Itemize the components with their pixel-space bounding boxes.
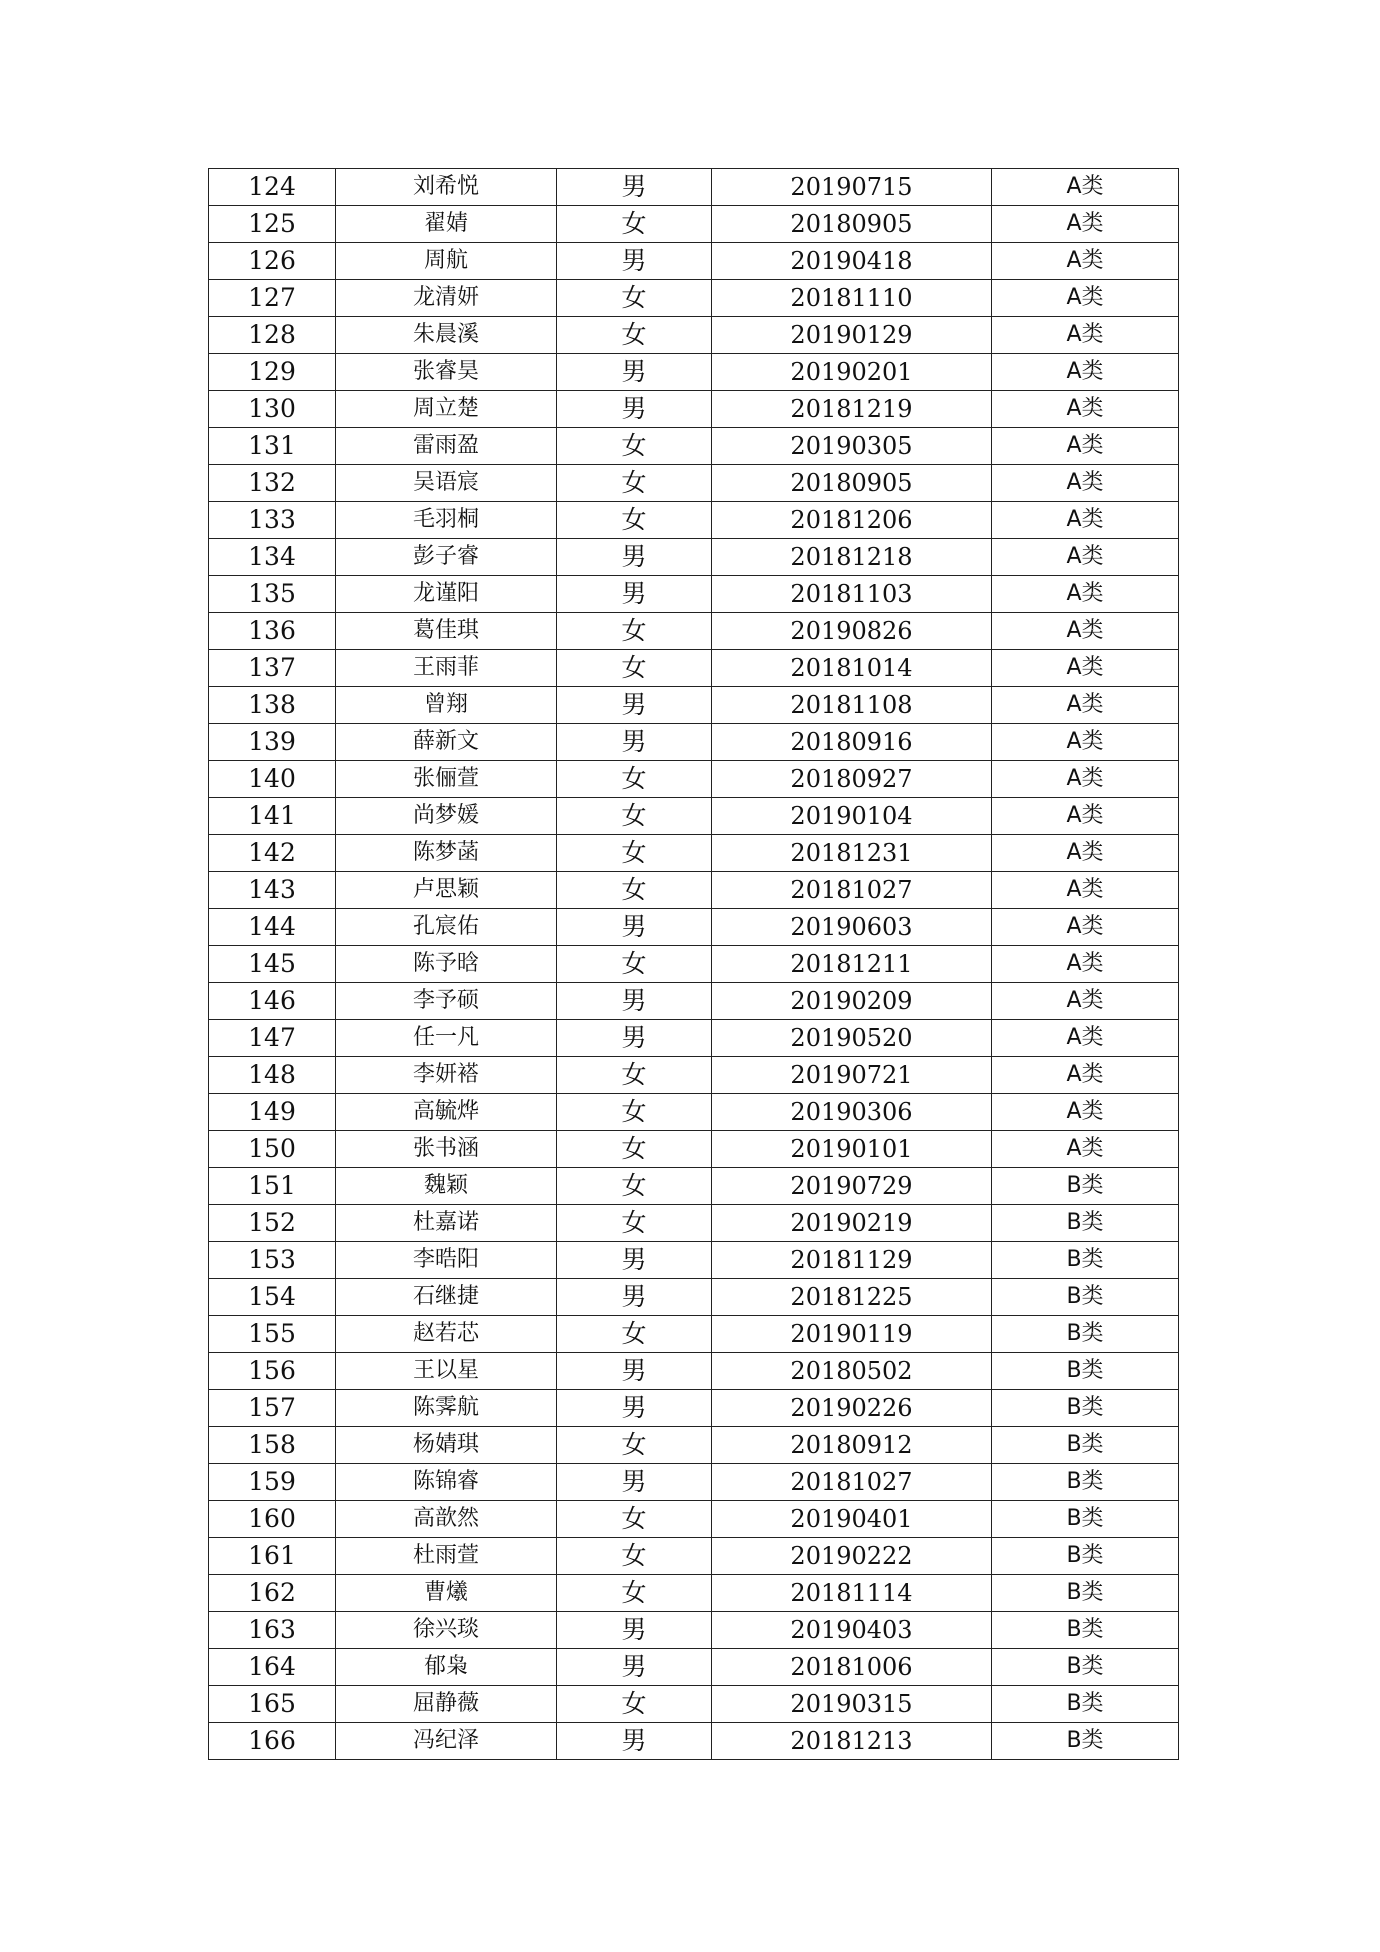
student-name-cell: 张书涵: [336, 1131, 557, 1168]
birth-date-cell: 20181027: [712, 872, 992, 909]
student-name-cell: 周立楚: [336, 391, 557, 428]
table-row: [209, 280, 1179, 317]
roster-table: [208, 168, 1179, 1760]
birth-date-cell: 20190101: [712, 1131, 992, 1168]
table-row: [209, 687, 1179, 724]
gender-cell: 女: [557, 317, 712, 354]
student-name-cell: 曾翔: [336, 687, 557, 724]
gender-cell: 女: [557, 1057, 712, 1094]
table-row: [209, 1242, 1179, 1279]
table-row: [209, 724, 1179, 761]
student-name-cell: 龙谨阳: [336, 576, 557, 613]
gender-cell: 女: [557, 1501, 712, 1538]
row-number-cell: 165: [209, 1686, 336, 1723]
category-cell: B类: [992, 1242, 1179, 1279]
gender-cell: 女: [557, 1094, 712, 1131]
category-cell: A类: [992, 428, 1179, 465]
gender-cell: 女: [557, 428, 712, 465]
student-name-cell: 李予硕: [336, 983, 557, 1020]
gender-cell: 女: [557, 1131, 712, 1168]
table-row: [209, 798, 1179, 835]
student-name-cell: 杜雨萱: [336, 1538, 557, 1575]
table-row: [209, 1279, 1179, 1316]
gender-cell: 男: [557, 1464, 712, 1501]
row-number-cell: 144: [209, 909, 336, 946]
student-name-cell: 毛羽桐: [336, 502, 557, 539]
student-name-cell: 陈梦菡: [336, 835, 557, 872]
gender-cell: 女: [557, 835, 712, 872]
category-cell: B类: [992, 1501, 1179, 1538]
student-name-cell: 葛佳琪: [336, 613, 557, 650]
gender-cell: 女: [557, 1316, 712, 1353]
birth-date-cell: 20180927: [712, 761, 992, 798]
birth-date-cell: 20181231: [712, 835, 992, 872]
category-cell: B类: [992, 1612, 1179, 1649]
category-cell: A类: [992, 465, 1179, 502]
table-row: [209, 1723, 1179, 1760]
student-name-cell: 薛新文: [336, 724, 557, 761]
row-number-cell: 151: [209, 1168, 336, 1205]
birth-date-cell: 20181114: [712, 1575, 992, 1612]
table-row: [209, 1205, 1179, 1242]
category-cell: A类: [992, 724, 1179, 761]
table-row: [209, 983, 1179, 1020]
gender-cell: 女: [557, 613, 712, 650]
row-number-cell: 130: [209, 391, 336, 428]
table-row: [209, 317, 1179, 354]
table-row: [209, 576, 1179, 613]
category-cell: A类: [992, 983, 1179, 1020]
birth-date-cell: 20190222: [712, 1538, 992, 1575]
student-name-cell: 李妍褡: [336, 1057, 557, 1094]
row-number-cell: 147: [209, 1020, 336, 1057]
row-number-cell: 146: [209, 983, 336, 1020]
table-row: [209, 206, 1179, 243]
row-number-cell: 143: [209, 872, 336, 909]
row-number-cell: 125: [209, 206, 336, 243]
row-number-cell: 138: [209, 687, 336, 724]
gender-cell: 男: [557, 169, 712, 206]
row-number-cell: 163: [209, 1612, 336, 1649]
row-number-cell: 140: [209, 761, 336, 798]
student-name-cell: 雷雨盈: [336, 428, 557, 465]
row-number-cell: 141: [209, 798, 336, 835]
row-number-cell: 161: [209, 1538, 336, 1575]
student-name-cell: 杜嘉诺: [336, 1205, 557, 1242]
birth-date-cell: 20181219: [712, 391, 992, 428]
student-name-cell: 石继捷: [336, 1279, 557, 1316]
category-cell: A类: [992, 354, 1179, 391]
student-name-cell: 吴语宸: [336, 465, 557, 502]
category-cell: B类: [992, 1353, 1179, 1390]
birth-date-cell: 20180905: [712, 465, 992, 502]
table-row: [209, 909, 1179, 946]
gender-cell: 男: [557, 1723, 712, 1760]
row-number-cell: 124: [209, 169, 336, 206]
row-number-cell: 166: [209, 1723, 336, 1760]
student-name-cell: 孔宸佑: [336, 909, 557, 946]
table-row: [209, 1316, 1179, 1353]
student-name-cell: 郁枭: [336, 1649, 557, 1686]
row-number-cell: 133: [209, 502, 336, 539]
gender-cell: 男: [557, 1649, 712, 1686]
birth-date-cell: 20181108: [712, 687, 992, 724]
table-row: [209, 465, 1179, 502]
student-name-cell: 李晧阳: [336, 1242, 557, 1279]
category-cell: A类: [992, 687, 1179, 724]
table-row: [209, 354, 1179, 391]
category-cell: A类: [992, 909, 1179, 946]
birth-date-cell: 20190715: [712, 169, 992, 206]
birth-date-cell: 20190209: [712, 983, 992, 1020]
gender-cell: 男: [557, 1612, 712, 1649]
row-number-cell: 135: [209, 576, 336, 613]
row-number-cell: 160: [209, 1501, 336, 1538]
student-name-cell: 曹爔: [336, 1575, 557, 1612]
birth-date-cell: 20181014: [712, 650, 992, 687]
row-number-cell: 132: [209, 465, 336, 502]
student-name-cell: 尚梦媛: [336, 798, 557, 835]
row-number-cell: 159: [209, 1464, 336, 1501]
birth-date-cell: 20190721: [712, 1057, 992, 1094]
category-cell: A类: [992, 613, 1179, 650]
category-cell: A类: [992, 1131, 1179, 1168]
category-cell: A类: [992, 650, 1179, 687]
student-name-cell: 龙清妍: [336, 280, 557, 317]
student-name-cell: 卢思颖: [336, 872, 557, 909]
row-number-cell: 126: [209, 243, 336, 280]
student-name-cell: 张俪萱: [336, 761, 557, 798]
table-row: [209, 1538, 1179, 1575]
student-name-cell: 高歆然: [336, 1501, 557, 1538]
category-cell: A类: [992, 576, 1179, 613]
table-row: [209, 1390, 1179, 1427]
birth-date-cell: 20190129: [712, 317, 992, 354]
birth-date-cell: 20190603: [712, 909, 992, 946]
table-row: [209, 613, 1179, 650]
gender-cell: 女: [557, 761, 712, 798]
row-number-cell: 136: [209, 613, 336, 650]
student-name-cell: 杨婧琪: [336, 1427, 557, 1464]
row-number-cell: 156: [209, 1353, 336, 1390]
gender-cell: 女: [557, 798, 712, 835]
category-cell: B类: [992, 1168, 1179, 1205]
row-number-cell: 148: [209, 1057, 336, 1094]
gender-cell: 女: [557, 1575, 712, 1612]
table-row: [209, 761, 1179, 798]
roster-table-body: [209, 169, 1179, 1760]
row-number-cell: 142: [209, 835, 336, 872]
row-number-cell: 128: [209, 317, 336, 354]
birth-date-cell: 20190520: [712, 1020, 992, 1057]
gender-cell: 男: [557, 391, 712, 428]
student-name-cell: 王以星: [336, 1353, 557, 1390]
gender-cell: 女: [557, 502, 712, 539]
table-row: [209, 539, 1179, 576]
gender-cell: 女: [557, 1205, 712, 1242]
gender-cell: 男: [557, 724, 712, 761]
category-cell: B类: [992, 1279, 1179, 1316]
row-number-cell: 158: [209, 1427, 336, 1464]
gender-cell: 女: [557, 1427, 712, 1464]
birth-date-cell: 20181027: [712, 1464, 992, 1501]
gender-cell: 女: [557, 650, 712, 687]
table-row: [209, 1686, 1179, 1723]
birth-date-cell: 20181213: [712, 1723, 992, 1760]
row-number-cell: 129: [209, 354, 336, 391]
student-name-cell: 陈锦睿: [336, 1464, 557, 1501]
gender-cell: 女: [557, 280, 712, 317]
table-row: [209, 391, 1179, 428]
category-cell: A类: [992, 761, 1179, 798]
gender-cell: 女: [557, 1538, 712, 1575]
row-number-cell: 139: [209, 724, 336, 761]
gender-cell: 女: [557, 1686, 712, 1723]
gender-cell: 男: [557, 909, 712, 946]
category-cell: B类: [992, 1427, 1179, 1464]
table-row: [209, 1575, 1179, 1612]
category-cell: A类: [992, 1057, 1179, 1094]
student-name-cell: 刘希悦: [336, 169, 557, 206]
student-name-cell: 陈予晗: [336, 946, 557, 983]
row-number-cell: 134: [209, 539, 336, 576]
birth-date-cell: 20181110: [712, 280, 992, 317]
category-cell: A类: [992, 317, 1179, 354]
row-number-cell: 153: [209, 1242, 336, 1279]
birth-date-cell: 20180502: [712, 1353, 992, 1390]
birth-date-cell: 20190119: [712, 1316, 992, 1353]
student-name-cell: 翟婧: [336, 206, 557, 243]
table-row: [209, 1168, 1179, 1205]
table-row: [209, 872, 1179, 909]
gender-cell: 女: [557, 465, 712, 502]
category-cell: B类: [992, 1649, 1179, 1686]
birth-date-cell: 20190403: [712, 1612, 992, 1649]
table-row: [209, 1057, 1179, 1094]
gender-cell: 男: [557, 1279, 712, 1316]
table-row: [209, 1427, 1179, 1464]
gender-cell: 男: [557, 243, 712, 280]
category-cell: B类: [992, 1205, 1179, 1242]
table-row: [209, 1649, 1179, 1686]
category-cell: A类: [992, 539, 1179, 576]
student-name-cell: 周航: [336, 243, 557, 280]
table-row: [209, 650, 1179, 687]
gender-cell: 女: [557, 872, 712, 909]
student-name-cell: 任一凡: [336, 1020, 557, 1057]
category-cell: A类: [992, 280, 1179, 317]
birth-date-cell: 20181103: [712, 576, 992, 613]
category-cell: A类: [992, 946, 1179, 983]
category-cell: A类: [992, 243, 1179, 280]
birth-date-cell: 20190418: [712, 243, 992, 280]
category-cell: A类: [992, 835, 1179, 872]
table-row: [209, 1353, 1179, 1390]
student-name-cell: 高毓烨: [336, 1094, 557, 1131]
category-cell: A类: [992, 502, 1179, 539]
gender-cell: 男: [557, 354, 712, 391]
table-row: [209, 1094, 1179, 1131]
table-row: [209, 243, 1179, 280]
row-number-cell: 155: [209, 1316, 336, 1353]
gender-cell: 男: [557, 983, 712, 1020]
birth-date-cell: 20181206: [712, 502, 992, 539]
student-name-cell: 冯纪泽: [336, 1723, 557, 1760]
student-name-cell: 张睿昊: [336, 354, 557, 391]
student-name-cell: 徐兴琰: [336, 1612, 557, 1649]
gender-cell: 男: [557, 1353, 712, 1390]
row-number-cell: 137: [209, 650, 336, 687]
table-row: [209, 946, 1179, 983]
category-cell: B类: [992, 1686, 1179, 1723]
birth-date-cell: 20190826: [712, 613, 992, 650]
table-row: [209, 169, 1179, 206]
table-row: [209, 1464, 1179, 1501]
table-row: [209, 1612, 1179, 1649]
row-number-cell: 150: [209, 1131, 336, 1168]
row-number-cell: 149: [209, 1094, 336, 1131]
gender-cell: 男: [557, 687, 712, 724]
student-name-cell: 赵若芯: [336, 1316, 557, 1353]
row-number-cell: 127: [209, 280, 336, 317]
gender-cell: 女: [557, 946, 712, 983]
gender-cell: 女: [557, 206, 712, 243]
row-number-cell: 162: [209, 1575, 336, 1612]
birth-date-cell: 20181006: [712, 1649, 992, 1686]
table-row: [209, 1501, 1179, 1538]
student-name-cell: 魏颖: [336, 1168, 557, 1205]
table-row: [209, 1131, 1179, 1168]
table-row: [209, 502, 1179, 539]
birth-date-cell: 20190219: [712, 1205, 992, 1242]
birth-date-cell: 20181218: [712, 539, 992, 576]
row-number-cell: 154: [209, 1279, 336, 1316]
category-cell: A类: [992, 206, 1179, 243]
birth-date-cell: 20190226: [712, 1390, 992, 1427]
row-number-cell: 145: [209, 946, 336, 983]
birth-date-cell: 20190104: [712, 798, 992, 835]
category-cell: A类: [992, 1020, 1179, 1057]
table-row: [209, 1020, 1179, 1057]
category-cell: A类: [992, 169, 1179, 206]
birth-date-cell: 20190315: [712, 1686, 992, 1723]
row-number-cell: 164: [209, 1649, 336, 1686]
student-name-cell: 王雨菲: [336, 650, 557, 687]
category-cell: A类: [992, 1094, 1179, 1131]
category-cell: A类: [992, 872, 1179, 909]
gender-cell: 男: [557, 1242, 712, 1279]
category-cell: B类: [992, 1390, 1179, 1427]
category-cell: B类: [992, 1316, 1179, 1353]
category-cell: A类: [992, 798, 1179, 835]
table-row: [209, 428, 1179, 465]
student-name-cell: 彭子睿: [336, 539, 557, 576]
category-cell: B类: [992, 1575, 1179, 1612]
birth-date-cell: 20180912: [712, 1427, 992, 1464]
birth-date-cell: 20181225: [712, 1279, 992, 1316]
category-cell: B类: [992, 1538, 1179, 1575]
birth-date-cell: 20181211: [712, 946, 992, 983]
birth-date-cell: 20190401: [712, 1501, 992, 1538]
student-name-cell: 陈霁航: [336, 1390, 557, 1427]
gender-cell: 男: [557, 576, 712, 613]
birth-date-cell: 20190305: [712, 428, 992, 465]
student-name-cell: 屈静薇: [336, 1686, 557, 1723]
gender-cell: 女: [557, 1168, 712, 1205]
birth-date-cell: 20190306: [712, 1094, 992, 1131]
row-number-cell: 131: [209, 428, 336, 465]
gender-cell: 男: [557, 1020, 712, 1057]
gender-cell: 男: [557, 539, 712, 576]
table-row: [209, 835, 1179, 872]
birth-date-cell: 20181129: [712, 1242, 992, 1279]
birth-date-cell: 20190729: [712, 1168, 992, 1205]
row-number-cell: 152: [209, 1205, 336, 1242]
student-name-cell: 朱晨溪: [336, 317, 557, 354]
birth-date-cell: 20180916: [712, 724, 992, 761]
category-cell: B类: [992, 1464, 1179, 1501]
category-cell: A类: [992, 391, 1179, 428]
category-cell: B类: [992, 1723, 1179, 1760]
birth-date-cell: 20190201: [712, 354, 992, 391]
gender-cell: 男: [557, 1390, 712, 1427]
birth-date-cell: 20180905: [712, 206, 992, 243]
row-number-cell: 157: [209, 1390, 336, 1427]
